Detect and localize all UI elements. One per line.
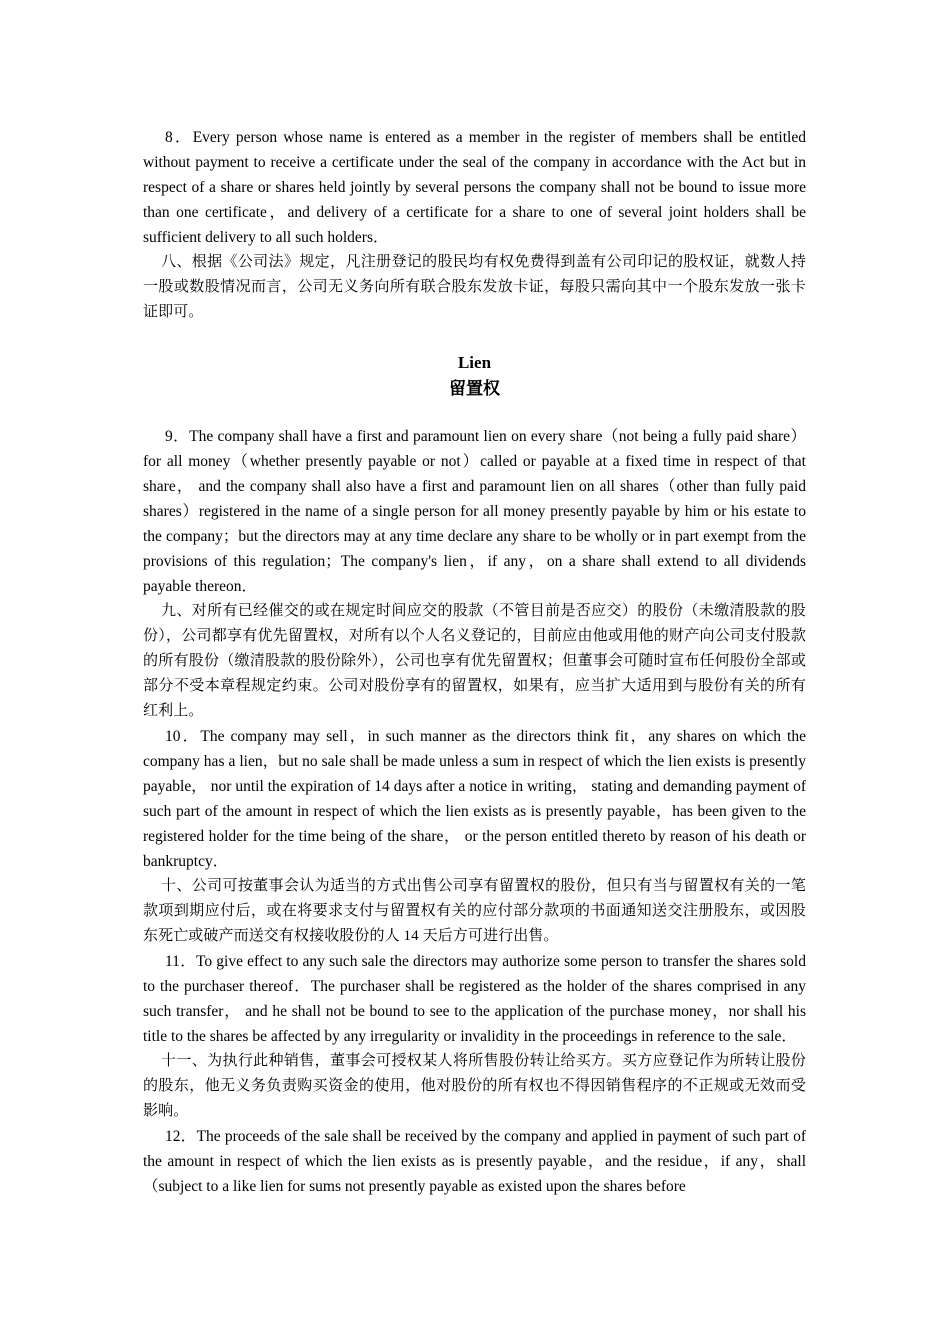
section-heading: [143, 350, 806, 402]
article-9-en: 9．The company shall have a first and paramount lien on every share（not being a fully paid share）for all money（whether presently payable or not）called or payable at a fixed time in respect of that share， and the company shall also have a first and paramount lien on all shares（other than fully paid shares）registered in the name of a single person for all money presently payable by him or his estate to the company；but the directors may at any time declare any share to be wholly or in part exempt from the provisions of this regulation；The company's lien，if any，on a share shall extend to all dividends payable thereon．: [143, 428, 806, 595]
article-10-en: 10．The company may sell，in such manner as the directors think fit，any shares on which the company has a lien，but no sale shall be made unless a sum in respect of which the lien exists is presently payable， nor until the expiration of 14 days after a notice in writing， stating and demanding payment of such part of the amount in respect of which the lien exists as is presently payable，has been given to the registered holder for the time being of the share， or the person entitled thereto by reason of his death or bankruptcy．: [143, 728, 806, 870]
article-11-en: 11．To give effect to any such sale the directors may authorize some person to transfer the shares sold to the purchaser thereof．The purchaser shall be registered as the holder of the shares comprised in any such transfer， and he shall not be bound to see to the application of the purchase money，nor shall his title to the shares be affected by any irregularity or invalidity in the proceedings in reference to the sale．: [143, 953, 806, 1045]
article-8-zh: 八、根据《公司法》规定，凡注册登记的股民均有权免费得到盖有公司印记的股权证，就数人持一股或数股情况而言，公司无义务向所有联合股东发放卡证，每股只需向其中一个股东发放一张卡证即可。: [143, 254, 806, 320]
article-11-zh: 十一、为执行此种销售，董事会可授权某人将所售股份转让给买方。买方应登记作为所转让股份的股东，他无义务负责购买资金的使用，他对股份的所有权也不得因销售程序的不正规或无效而受影响。: [143, 1053, 806, 1119]
article-12-en: 12．The proceeds of the sale shall be received by the company and applied in payment of such part of the amount in respect of which the lien exists as is presently payable，and the residue，if any，shall（subject to a like lien for sums not presently payable as existed upon the shares before: [143, 1128, 806, 1195]
article-9-zh: 九、对所有已经催交的或在规定时间应交的股款（不管目前是否应交）的股份（未缴清股款的股份），公司都享有优先留置权，对所有以个人名义登记的，目前应由他或用他的财产向公司支付股款的所有股份（缴清股款的股份除外），公司也享有优先留置权；但董事会可随时宣布任何股份全部或部分不受本章程规定约束。公司对股份享有的留置权，如果有，应当扩大适用到与股份有关的所有红利上。: [143, 603, 806, 719]
section-title-en: Lien: [457, 353, 492, 372]
section-title-zh: 留置权: [449, 379, 500, 398]
article-10-zh: 十、公司可按董事会认为适当的方式出售公司享有留置权的股份，但只有当与留置权有关的一笔款项到期应付后，或在将要求支付与留置权有关的应付部分款项的书面通知送交注册股东，或因股东死亡或破产而送交有权接收股份的人 14 天后方可进行出售。: [143, 878, 806, 944]
document-page: [143, 125, 806, 1199]
article-8-en: 8．Every person whose name is entered as a member in the register of members shall be entitled without payment to receive a certificate under the seal of the company in accordance with the Act but in respect of a share or shares held jointly by several persons the company shall not be bound to issue more than one certificate，and delivery of a certificate for a share to one of several joint holders shall be sufficient delivery to all such holders．: [143, 129, 806, 246]
